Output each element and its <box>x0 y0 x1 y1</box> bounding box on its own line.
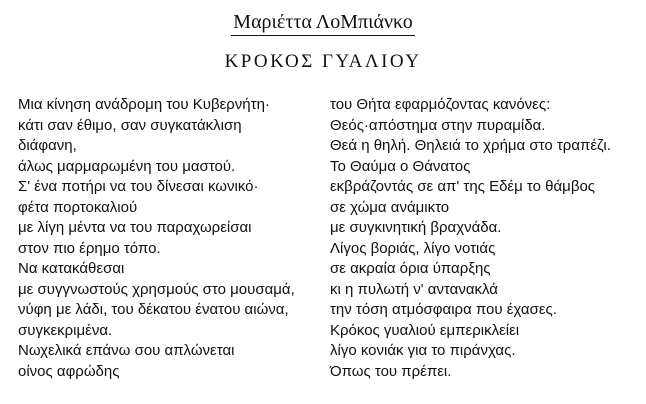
poem-line: κάτι σαν έθιμο, σαν συγκατάκλιση <box>18 116 242 134</box>
poem-line: συγκεκριμένα. <box>18 321 113 339</box>
poem-line: φέτα πορτοκαλιού <box>18 198 138 216</box>
poem-right-column <box>330 95 611 382</box>
poem-line: στον πιο έρημο τόπο. <box>18 239 161 257</box>
poem-line: την τόση ατμόσφαιρα που έχασες. <box>330 301 557 318</box>
poem-line: του Θήτα εφαρμόζοντας κανόνες: <box>330 96 551 113</box>
poem-line: Μια κίνηση ανάδρομη του Κυβερνήτη· <box>18 96 270 113</box>
poem-line: κι η πυλωτή ν' αντανακλά <box>330 280 498 298</box>
poem-line: Νωχελικά επάνω σου απλώνεται <box>18 342 235 359</box>
poem-title: ΚΡΟΚΟΣ ΓΥΑΛΙΟΥ <box>224 51 422 72</box>
poem-line: οίνος αφρώδης <box>18 362 120 380</box>
poem-line: Κρόκος γυαλιού εμπερικλείει <box>330 321 520 339</box>
poem-line: νύφη με λάδι, του δέκατου ένατου αιώνα, <box>18 301 289 318</box>
poem-line: Όπως του πρέπει. <box>330 362 452 380</box>
poem-line: σε χώμα ανάμικτο <box>330 198 450 216</box>
poem-line: Το Θαύμα ο Θάνατος <box>330 157 471 175</box>
poem-line: διάφανη, <box>18 137 77 154</box>
poem-line: εκβράζοντάς σε απ' της Εδέμ το θάμβος <box>330 178 596 195</box>
poem-line: Θεός·απόστημα στην πυραμίδα. <box>330 116 546 134</box>
poem-author <box>0 10 646 36</box>
poem-author-text: Μαριέττα ΛοΜπιάνκο <box>231 10 414 36</box>
poem-line: με συγγνωστούς χρησμούς στο μουσαμά, <box>18 280 295 298</box>
poem-line: με συγκινητική βραχνάδα. <box>330 219 502 236</box>
poem-line: σε ακραία όρια ύπαρξης <box>330 260 491 277</box>
poem-line: λίγο κονιάκ για το πιράνχας. <box>330 342 516 359</box>
poem-line: με λίγη μέντα να του παραχωρείσαι <box>18 219 252 236</box>
poem-line: Λίγος βοριάς, λίγο νοτιάς <box>330 239 496 257</box>
poem-line: άλως μαρμαρωμένη του μαστού. <box>18 157 236 175</box>
poem-line: Να κατακάθεσαι <box>18 260 125 277</box>
poem-left-column <box>18 95 295 382</box>
poem-line: Θεά η θηλή. Θηλειά το χρήμα στο τραπέζι. <box>330 137 611 154</box>
poem-line: Σ' ένα ποτήρι να του δίνεσαι κωνικό· <box>18 178 259 195</box>
